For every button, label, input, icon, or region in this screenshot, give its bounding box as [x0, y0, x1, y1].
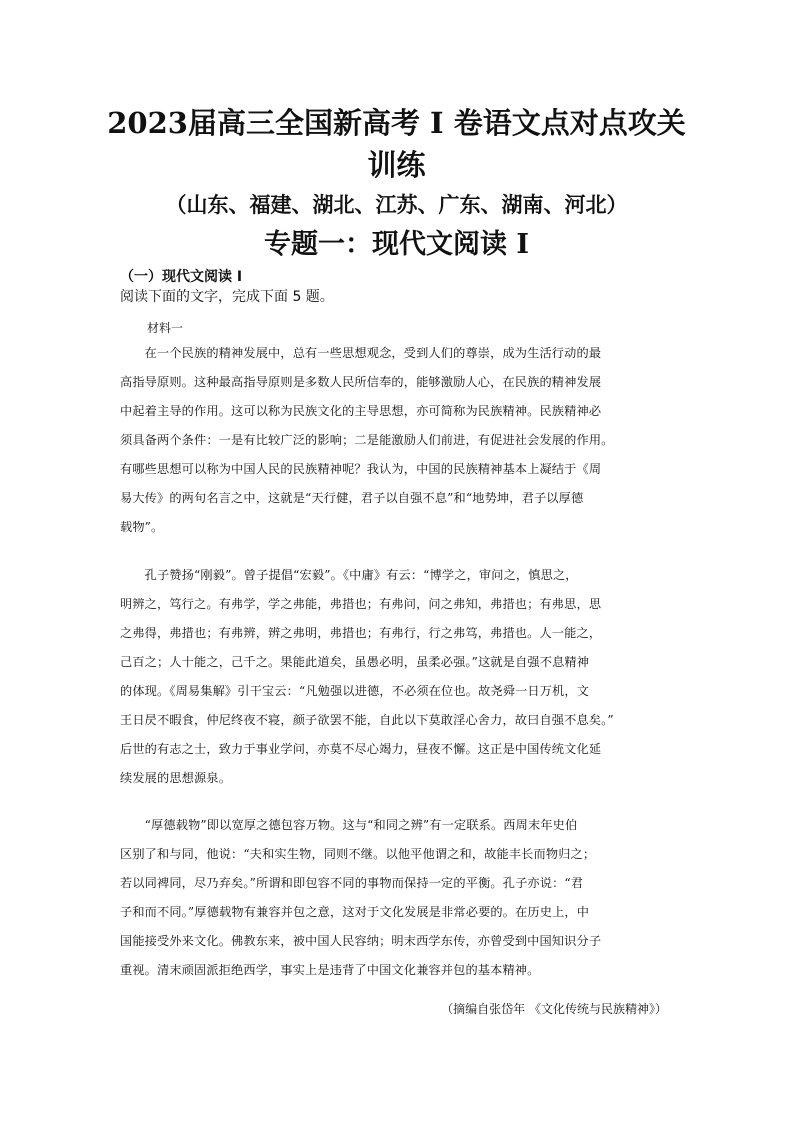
- body-line: 区别了和与同，他说：“夫和实生物，同则不继。以他平他谓之和，故能丰长而物归之；: [120, 847, 596, 861]
- body-line: 有哪些思想可以称为中国人民的民族精神呢？我认为，中国的民族精神基本上凝结于《周: [120, 462, 602, 476]
- body-line: 若以同裨同，尽乃弃矣。”所谓和即包容不同的事物而保持一定的平衡。孔子亦说：“君: [120, 876, 584, 890]
- body-line: 续发展的思想源泉。: [120, 771, 232, 785]
- body-line: 孔子赞扬“刚毅”。曾子提倡“宏毅”。《中庸》有云：“博学之，审问之，慎思之，: [120, 568, 578, 582]
- document-title-line-2: 训练: [367, 148, 426, 182]
- body-line: 中起着主导的作用。这可以称为民族文化的主导思想，亦可简称为民族精神。民族精神必: [120, 404, 602, 418]
- body-line: 易大传》的两句名言之中，这就是“天行健，君子以自强不息”和“地势坤，君子以厚德: [120, 491, 584, 505]
- material-label: 材料一: [147, 321, 184, 335]
- body-line: 须具备两个条件：一是有比较广泛的影响；二是能激励人们前进，有促进社会发展的作用。: [120, 433, 614, 447]
- document-title-line-1: 2023届高三全国新高考 I 卷语文点对点攻关: [107, 106, 686, 140]
- body-line: 国能接受外来文化。佛教东来，被中国人民容纳；明末西学东传，亦曾受到中国知识分子: [120, 934, 602, 948]
- body-line: 子和而不同。”厚德载物有兼容并包之意，这对于文化发展是非常必要的。在历史上，中: [120, 905, 590, 919]
- body-line: 载物”。: [120, 520, 164, 534]
- topic-heading: 专题一：现代文阅读 I: [263, 229, 530, 260]
- body-line: 之弗得，弗措也；有弗辨，辨之弗明，弗措也；有弗行，行之弗笃，弗措也。人一能之，: [120, 626, 602, 640]
- body-line: 高指导原则。这种最高指导原则是多数人民所信奉的，能够激励人心，在民族的精神发展: [120, 375, 602, 389]
- body-line: “厚德载物”即以宽厚之德包容万物。这与“和同之辨”有一定联系。西周末年史伯: [120, 818, 578, 832]
- body-line: 重视。清末顽固派拒绝西学，事实上是违背了中国文化兼容并包的基本精神。: [120, 963, 540, 977]
- section-heading: （一）现代文阅读 I: [120, 269, 243, 285]
- body-line: 王日昃不暇食，仲尼终夜不寝，颜子欲罢不能，自此以下莫敢淫心舍力，故曰自强不息矣。”: [120, 713, 614, 727]
- body-line: 明辨之，笃行之。有弗学，学之弗能，弗措也；有弗问，问之弗知，弗措也；有弗思，思: [120, 597, 602, 611]
- body-line: 的体现。《周易集解》引干宝云：“凡勉强以进德，不必须在位也。故尧舜一日万机，文: [120, 684, 590, 698]
- body-line: 后世的有志之士，致力于事业学问，亦莫不尽心竭力，昼夜不懈。这正是中国传统文化延: [120, 742, 602, 756]
- document-subtitle: （山东、福建、湖北、江苏、广东、湖南、河北）: [165, 192, 628, 217]
- body-line: 己百之；人十能之，己千之。果能此道矣，虽愚必明，虽柔必强。”这就是自强不息精神: [120, 655, 590, 669]
- source-citation: （摘编自张岱年 《文化传统与民族精神》）: [441, 1002, 667, 1016]
- reading-instruction: 阅读下面的文字，完成下面 5 题。: [120, 289, 334, 305]
- body-line: 在一个民族的精神发展中，总有一些思想观念，受到人们的尊崇，成为生活行动的最: [120, 346, 602, 360]
